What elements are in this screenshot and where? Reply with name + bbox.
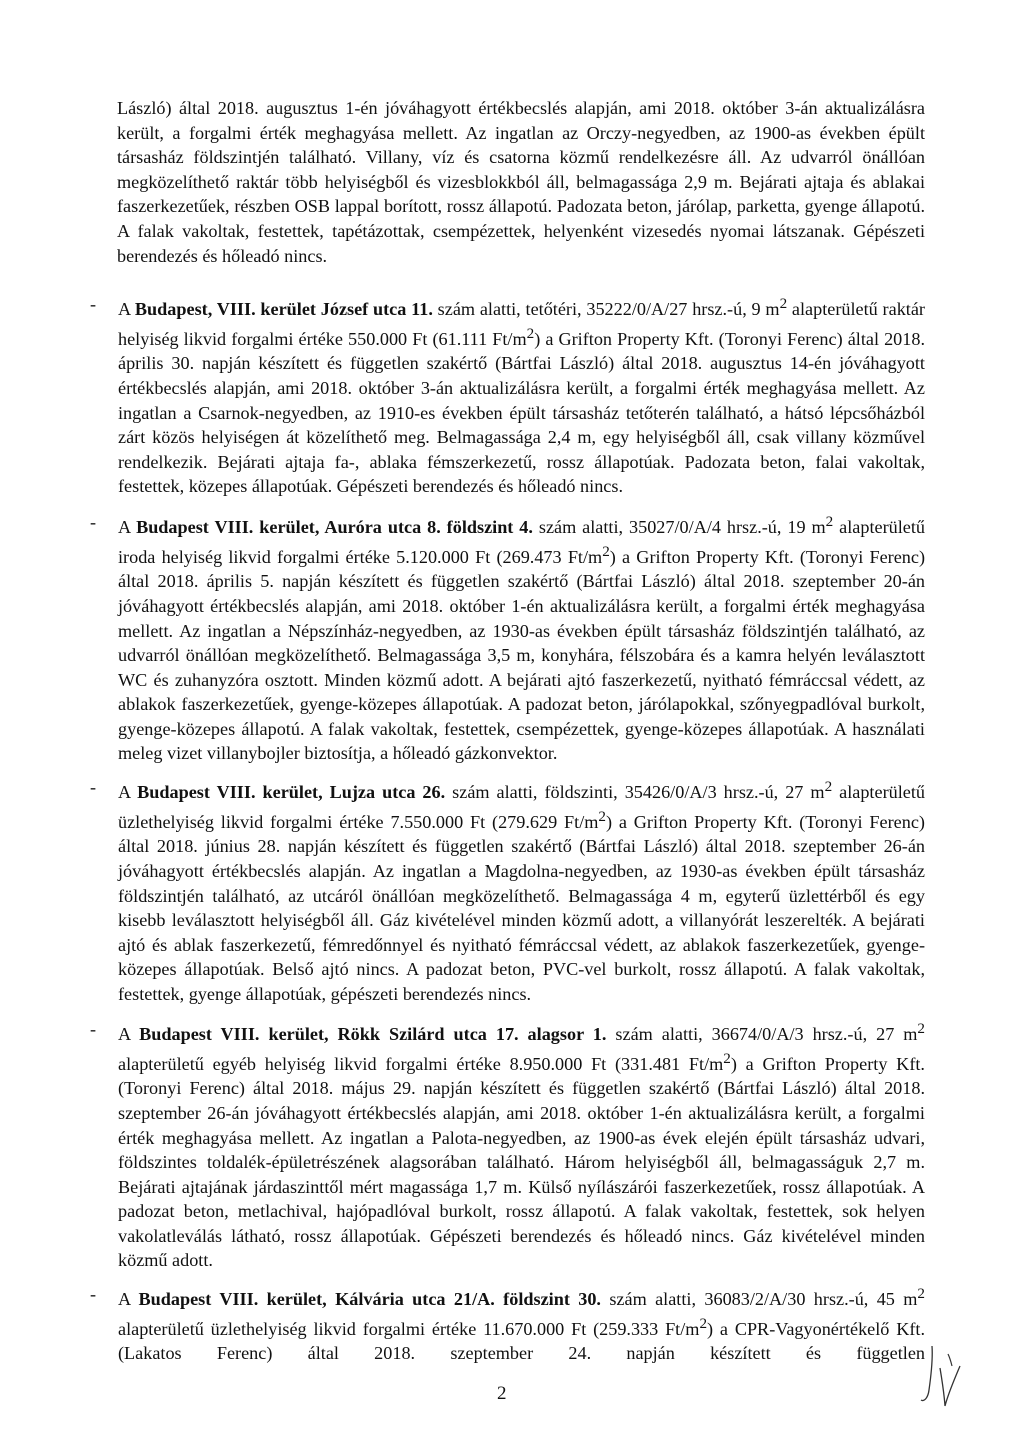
- list-item-text: A Budapest VIII. kerület, Auróra utca 8. földszint 4. szám alatti, 35027/0/A/4 hrsz.-ú, 19 $m^2$ alapterületű iroda helyiség likvid forgalmi értéke 5.120.000 Ft (269.473 $Ft/m^2$) a Grifton Property Kft. (Toronyi Ferenc) által 2018. április 5. napján készített és független szakértő (Bártfai László) által 2018. szeptember 20-án jóváhagyott értékbecslés alapján, ami 2018. október 1-én aktualizálásra került, a forgalmi érték meghagyása mellett. Az ingatlan a Népszínház-negyedben, az 1930-as években épült társasház földszintjén található, az udvarról önállóan megközelíthető. Belmagassága 3,5 m, konyhára, félszobára és a kamra helyén leválasztott WC és zuhanyzóra osztott. Minden közmű adott. A bejárati ajtó faszerkezetű, nyitható fémráccsal védett, az ablakok faszerkezetűek, gyenge-közepes állapotúak. A padozat beton, járólapokkal, szőnyegpadlóval burkolt, gyenge-közepes állapotú. A falak vakoltak, festettek, csempézettek, gyenge-közepes állapotúak. A használati meleg vizet villanybojler biztosítja, a hőleadó gázkonvektor.: [118, 513, 926, 764]
- list-item: [90, 510, 925, 766]
- property-address: Budapest, VIII. kerület József utca 11.: [134, 299, 433, 320]
- list-dash: -: [90, 512, 97, 532]
- list-item: [90, 292, 925, 499]
- list-dash: -: [90, 1284, 97, 1304]
- list-item-text: A Budapest VIII. kerület, Rökk Szilárd utca 17. alagsor 1. szám alatti, 36674/0/A/3 hrsz.-ú, 27 $m^2$ alapterületű egyéb helyiség likvid forgalmi értéke 8.950.000 Ft (331.481 $Ft/m^2$) a Grifton Property Kft. (Toronyi Ferenc) által 2018. május 29. napján készített és független szakértő (Bártfai László) által 2018. szeptember 26-án jóváhagyott értékbecslés alapján, ami 2018. október 1-én aktualizálásra került, a forgalmi érték meghagyása mellett. Az ingatlan a Palota-negyedben, az 1900-as évek elején épült társasház udvari, földszintes toldalék-épületrészének alagsorában található. Három helyiségből áll, belmagasságuk 2,7 m. Bejárati ajtajának járdaszinttől mért magassága 1,7 m. Külső nyílászárói faszerkezetűek, rossz állapotúak. A padozat beton, metlachival, hajópadlóval burkolt, rossz állapotú. A falak vakoltak, festettek, sok helyen vakolatleválás látható, rossz állapotúak. Gépészeti berendezés és hőleadó nincs. Gáz kivételével minden közmű adott.: [118, 1020, 925, 1271]
- list-dash: -: [90, 294, 97, 314]
- signature-initials: [918, 1340, 964, 1412]
- property-address: Budapest VIII. kerület, Lujza utca 26.: [137, 782, 446, 803]
- list-item: [90, 1017, 925, 1273]
- list-item-text: A Budapest VIII. kerület, Lujza utca 26. szám alatti, földszinti, 35426/0/A/3 hrsz.-ú, 27 $m^2$ alapterületű üzlethelyiség likvid forgalmi értéke 7.550.000 Ft (279.629 $Ft/m^2$) a Grifton Property Kft. (Toronyi Ferenc) által 2018. június 28. napján készített és független szakértő (Bártfai László) által 2018. szeptember 26-án jóváhagyott értékbecslés alapján. Az ingatlan a Magdolna-negyedben, az 1930-as években épült társasház földszintjén található, az utcáról önállóan megközelíthető. Belmagassága 4 m, egyterű üzlettérből és egy kisebb leválasztott helyiségből áll. Gáz kivételével minden közmű adott, a villanyórát leszerelték. A bejárati ajtó és ablak faszerkezetű, fémredőnnyel és nyitható fémráccsal védett, az ablakok faszerkezetűek, gyenge-közepes állapotúak. Belső ajtó nincs. A padozat beton, PVC-vel burkolt, rossz állapotú. A falak vakoltak, festettek, gyenge állapotúak, gépészeti berendezés nincs.: [118, 778, 925, 1004]
- list-dash: -: [90, 777, 97, 797]
- property-address: Budapest VIII. kerület, Rökk Szilárd utca 17. alagsor 1.: [139, 1024, 607, 1045]
- intro-text: László) által 2018. augusztus 1-én jóváhagyott értékbecslés alapján, ami 2018. október 3-án aktualizálásra került, a forgalmi érték meghagyása mellett. Az ingatlan az Orczy-negyedben, az 1900-as években épült társasház földszintjén található. Villany, víz és csatorna közmű rendelkezésre áll. Az udvarról önállóan megközelíthető raktár több helyiségből és vizesblokkból áll, belmagassága 2,9 m. Bejárati ajtaja és ablakai faszerkezetűek, részben OSB lappal borított, rossz állapotú. Padozata beton, járólap, parketta, gyenge állapotú. A falak vakoltak, festettek, tapétázottak, csempézettek, helyenként vizesedés nyomai látszanak. Gépészeti berendezés és hőleadó nincs.: [117, 98, 925, 266]
- intro-paragraph: [117, 96, 925, 268]
- page-number: 2: [497, 1383, 507, 1404]
- list-item: [90, 775, 925, 1006]
- list-item: [90, 1282, 925, 1366]
- property-address: Budapest VIII. kerület, Auróra utca 8. földszint 4.: [136, 517, 533, 538]
- property-address: Budapest VIII. kerület, Kálvária utca 21/A. földszint 30.: [138, 1289, 601, 1310]
- list-item-text: A Budapest VIII. kerület, Kálvária utca 21/A. földszint 30. szám alatti, 36083/2/A/30 hrsz.-ú, 45 $m^2$ alapterületű üzlethelyiség likvid forgalmi értéke 11.670.000 Ft (259.333 $Ft/m^2$) a CPR-Vagyonértékelő Kft. (Lakatos Ferenc) által 2018. szeptember 24. napján készített és független: [118, 1285, 925, 1364]
- list-item-text: A Budapest, VIII. kerület József utca 11. szám alatti, tetőtéri, 35222/0/A/27 hrsz.-ú, 9 $m^2$ alapterületű raktár helyiség likvid forgalmi értéke 550.000 Ft (61.111 $Ft/m^2$) a Grifton Property Kft. (Toronyi Ferenc) által 2018. április 30. napján készített és független szakértő (Bártfai László) által 2018. augusztus 14-én jóváhagyott értékbecslés alapján, ami 2018. október 3-án aktualizálásra került, a forgalmi érték meghagyása mellett. Az ingatlan a Csarnok-negyedben, az 1910-es években épült társasház tetőterén található, a hátsó lépcsőházból zárt közös helyiségen át közelíthető meg. Belmagassága 2,4 m, egy helyiségből áll, csak villany közművel rendelkezik. Bejárati ajtaja fa-, ablaka fémszerkezetű, rossz állapotúak. Padozata beton, falai vakoltak, festettek, közepes állapotúak. Gépészeti berendezés és hőleadó nincs.: [118, 295, 925, 497]
- list-dash: -: [90, 1019, 97, 1039]
